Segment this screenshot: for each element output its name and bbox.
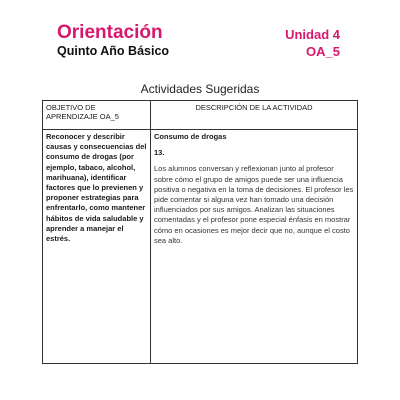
- oa-label: OA_5: [306, 44, 340, 59]
- activity-title: Consumo de drogas: [154, 132, 227, 141]
- page-title: Orientación: [57, 22, 163, 43]
- objective-column-header: OBJETIVO DE APRENDIZAJE OA_5: [43, 101, 151, 130]
- page-subtitle: Quinto Año Básico: [57, 44, 170, 58]
- description-cell: [151, 130, 358, 364]
- activities-table: [42, 100, 358, 364]
- description-column-header: DESCRIPCIÓN DE LA ACTIVIDAD: [151, 101, 358, 130]
- activity-text: Los alumnos conversan y reflexionan junto al profesor sobre cómo el grupo de amigos puede ser una influencia positiva o negativa en la toma de decisiones. El profesor les pide comentar si alguna vez han tomado una decisión influenciados por sus amigos. Analizan las situaciones comentadas y el profesor pone especial énfasis en mostrar cómo en ocasiones es mejor decir que no, aunque el costo sea alto.: [154, 164, 354, 245]
- table-header-row: [43, 101, 358, 130]
- activity-number: 13.: [154, 148, 165, 158]
- table-row: [43, 130, 358, 364]
- page-header: [0, 0, 400, 70]
- section-title: Actividades Sugeridas: [140, 82, 260, 96]
- unit-label: Unidad 4: [285, 27, 340, 42]
- objective-cell: Reconocer y describir causas y consecuencias del consumo de drogas (por ejemplo, tabaco, alcohol, marihuana), identificar factores que lo previenen y proponer estrategias para enfrentarlo, como mantener hábitos de vida saludable y aprender a manejar el estrés.: [43, 130, 151, 364]
